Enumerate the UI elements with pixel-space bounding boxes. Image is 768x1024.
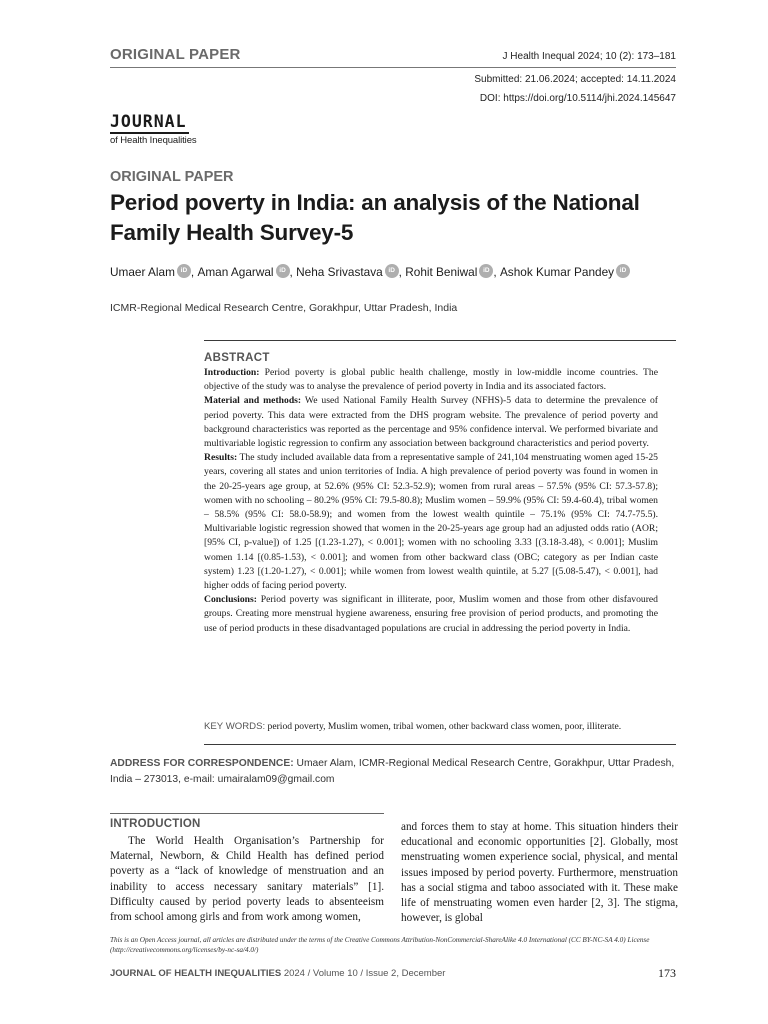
orcid-icon[interactable]: iD (276, 264, 290, 278)
section-text: We used National Family Health Survey (NFHS)-5 data to determine the prevalence of period poverty. This data were extracted from the DHS program website. The prevalence of period poverty and background characteristics was reported as the percentage and 95% confidence interval. We performed bivariate and multivariable logistic regression to confirm any association between background characteristics and period poverty. (204, 395, 658, 450)
submission-dates: Submitted: 21.06.2024; accepted: 14.11.2024 (474, 74, 676, 85)
footer-journal (110, 968, 445, 979)
logo-subtitle: of Health Inequalities (110, 134, 197, 146)
running-head: ORIGINAL PAPER (110, 46, 241, 63)
keywords-label: KEY WORDS: (204, 721, 266, 732)
footer-journal-name: JOURNAL OF HEALTH INEQUALITIES (110, 968, 282, 979)
author-name: Umaer Alam (110, 265, 175, 279)
section-text: The study included available data from a representative sample of 241,104 menstruating women aged 15-25 years, covering all states and union territories of India. A high prevalence of period poverty was found in women in the 20-25-years age group, at 52.6% (95% CI: 52.3-52.9); women from rural areas – 57.5% (95% CI: 57.3-57.8); women with no schooling – 80.2% (95% CI: 79.5-80.8); Muslim women – 59.9% (95% CI: 59.4-60.4), tribal women – 58.5% (95% CI: 58.0-58.9); and women from the lowest wealth quintile – 75.1% (95% CI: 74.7-75.5). Multivariable logistic regression showed that women in the 20-25-years age group had an adjusted odds ratio (AOR; [95% CI, p-value]) of 1.25 [(1.23-1.27), < 0.001]; women with no schooling 3.33 [(3.18-3.48), < 0.001]; Muslim women 1.14 [(0.85-1.53), < 0.001]; and women from other backward class (OBC; category as per Indian caste system) 1.23 [(1.20-1.27), < 0.001]; while women from lowest wealth quintile, at 5.27 [(5.08-5.47), < 0.001], had higher odds of facing period poverty. (204, 452, 658, 592)
section-text: Period poverty is global public health challenge, mostly in low-middle income countries. The objective of the study was to analyse the prevalence of period poverty in India and its associated factors. (204, 367, 658, 393)
section-label: Conclusions: (204, 594, 257, 606)
correspondence-text: Umaer Alam, ICMR-Regional Medical Research Centre, Gorakhpur, Uttar Pradesh, India – 273013, e-mail: umairalam09@gmail.com (110, 758, 675, 785)
abstract-body (204, 366, 658, 636)
page-number: 173 (658, 966, 676, 980)
header-divider (110, 67, 676, 68)
section-label: Results: (204, 452, 238, 464)
author-list (110, 264, 630, 279)
author-separator: , (398, 265, 402, 279)
journal-logo (110, 113, 206, 149)
section-text: Period poverty was significant in illiterate, poor, Muslim women and those from other disfavoured groups. Creating more menstrual hygiene awareness, ensuring free provision of period products, and promoting the use of period products in these disadvantaged populations are crucial in addressing the period poverty in India. (204, 594, 658, 634)
correspondence (110, 756, 678, 788)
author-separator: , (289, 265, 293, 279)
citation: J Health Inequal 2024; 10 (2): 173–181 (502, 51, 676, 62)
orcid-icon[interactable]: iD (616, 264, 630, 278)
introduction-right-column: and forces them to stay at home. This situation hinders their educational and economic opportunities [2]. Globally, most menstruating women experience social, physical, and mental issues imposed by period poverty. Furthermore, menstruation has a social stigma and taboo associated with it. These make life of menstruating women even harder [2, 3]. The stigma, however, is global (401, 821, 678, 925)
abstract-heading: ABSTRACT (204, 352, 270, 364)
abstract-methods (204, 394, 658, 451)
keywords-list: period poverty, Muslim women, tribal women, other backward class women, poor, illiterate. (265, 721, 622, 732)
abstract-introduction (204, 366, 658, 394)
author-name: Rohit Beniwal (405, 265, 478, 279)
footer-issue: 2024 / Volume 10 / Issue 2, December (281, 968, 446, 979)
keywords (204, 721, 621, 732)
introduction-left-column: The World Health Organisation’s Partnership for Maternal, Newborn, & Child Health has defined period poverty as a “lack of knowledge of menstruation and an inability to access necessary sanitary materials” [1]. Difficulty caused by period poverty leads to absenteeism from school among girls and from work among women, (110, 835, 384, 924)
author (110, 264, 194, 279)
author-separator: , (190, 265, 195, 279)
author-name: Ashok Kumar Pandey (499, 265, 615, 279)
orcid-icon[interactable]: iD (385, 264, 399, 278)
correspondence-label: ADDRESS FOR CORRESPONDENCE: (110, 758, 294, 769)
abstract-bottom-rule (204, 744, 676, 745)
author-separator: , (493, 265, 497, 279)
introduction-rule (110, 813, 384, 814)
section-label: Material and methods: (204, 395, 302, 407)
orcid-icon[interactable]: iD (177, 264, 191, 278)
author (405, 264, 496, 279)
license-note: This is an Open Access journal, all articles are distributed under the terms of the Creative Commons Attribution-NonCommercial-ShareAlike 4.0 International (CC BY-NC-SA 4.0) License (http://creativecommons.org/licenses/by-nc-sa/4.0/) (110, 936, 650, 954)
author-name: Aman Agarwal (197, 265, 274, 279)
logo-underline (110, 132, 189, 134)
abstract-conclusions (204, 593, 658, 636)
affiliation: ICMR-Regional Medical Research Centre, Gorakhpur, Uttar Pradesh, India (110, 302, 458, 314)
abstract-results (204, 451, 658, 593)
author (197, 264, 292, 279)
article-type: ORIGINAL PAPER (110, 169, 234, 185)
author (500, 264, 630, 279)
introduction-heading: INTRODUCTION (110, 818, 201, 830)
author-name: Neha Srivastava (296, 265, 383, 279)
doi-link[interactable]: DOI: https://doi.org/10.5114/jhi.2024.145647 (479, 93, 676, 104)
section-label: Introduction: (204, 367, 260, 378)
logo-wordmark: JOURNAL (110, 112, 187, 131)
orcid-icon[interactable]: iD (479, 264, 493, 278)
author (296, 264, 402, 279)
article-title: Period poverty in India: an analysis of the National Family Health Survey-5 (110, 190, 640, 245)
abstract-top-rule (204, 340, 676, 341)
